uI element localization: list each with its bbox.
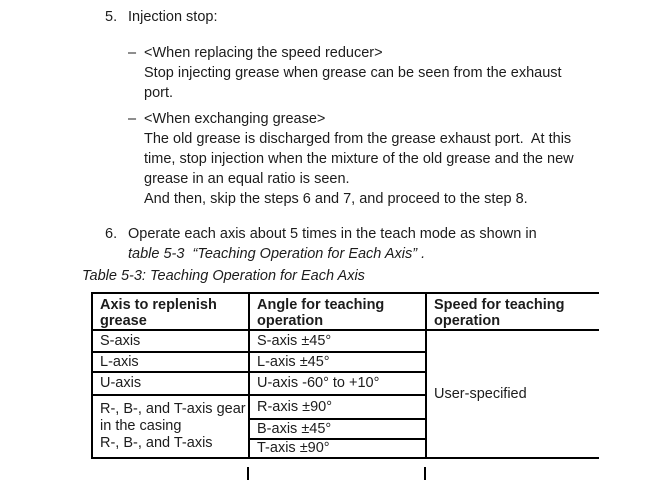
bullet-body-line: time, stop injection when the mixture of the old grease and the new [144, 151, 574, 167]
cell-speed-user-specified: User-specified [426, 330, 599, 458]
cell-axis-u: U-axis [92, 372, 249, 395]
bullet-body-line: grease in an equal ratio is seen. [144, 171, 350, 187]
cell-angle-l: L-axis ±45° [249, 352, 426, 372]
header-angle-for-teaching [249, 293, 426, 330]
merged-cell-line: in the casing [100, 418, 182, 434]
cell-angle-u: U-axis -60° to +10° [249, 372, 426, 395]
table-continuation-tick [247, 467, 249, 480]
bullet-heading-row [128, 109, 574, 129]
bullet-heading-row [128, 43, 562, 63]
cell-angle-r: R-axis ±90° [249, 395, 426, 419]
bullet-body-line: And then, skip the steps 6 and 7, and proceed to the step 8. [144, 191, 528, 207]
header-line: operation [257, 313, 324, 329]
table-reference-text: table 5-3 “Teaching Operation for Each Axis” . [128, 246, 426, 262]
table-caption: Table 5-3: Teaching Operation for Each Axis [82, 268, 365, 284]
list-item-6 [105, 224, 537, 264]
bullet-body-line: The old grease is discharged from the grease exhaust port. At this [144, 131, 572, 147]
header-line: operation [434, 313, 501, 329]
table-continuation-tick [424, 467, 426, 480]
header-line: Axis to replenish [100, 297, 217, 313]
list-item-6-row [105, 224, 537, 244]
merged-cell-line: R-, B-, and T-axis gear [100, 401, 246, 417]
list-item-6-text: Operate each axis about 5 times in the teach mode as shown in [128, 226, 537, 242]
bullet-heading: <When replacing the speed reducer> [144, 45, 383, 61]
cell-angle-t: T-axis ±90° [249, 439, 426, 458]
bullet-body-line: Stop injecting grease when grease can be seen from the exhaust [144, 65, 562, 81]
header-line: grease [100, 313, 147, 329]
header-speed-for-teaching [426, 293, 599, 330]
table-row [92, 330, 599, 352]
cell-angle-s: S-axis ±45° [249, 330, 426, 352]
bullet-body-line: port. [144, 85, 174, 101]
header-line: Speed for teaching [434, 297, 565, 313]
list-item-6-number: 6. [105, 226, 118, 242]
list-item-5-text: Injection stop: [128, 9, 218, 25]
bullet-heading: <When exchanging grease> [144, 111, 326, 127]
header-axis-to-replenish [92, 293, 249, 330]
bullet-when-exchanging [128, 109, 574, 209]
cell-angle-b: B-axis ±45° [249, 419, 426, 439]
cell-axis-s: S-axis [92, 330, 249, 352]
bullet-when-replacing [128, 43, 562, 103]
list-item-5-number: 5. [105, 9, 118, 25]
header-line: Angle for teaching [257, 297, 385, 313]
dash-bullet: – [128, 45, 137, 61]
cell-axis-l: L-axis [92, 352, 249, 372]
table-header-row [92, 293, 599, 330]
cell-axis-rbt-merged [92, 395, 249, 458]
teaching-operation-table [91, 292, 599, 459]
list-item-5 [105, 7, 217, 27]
merged-cell-line: R-, B-, and T-axis [100, 435, 213, 451]
dash-bullet: – [128, 111, 137, 127]
